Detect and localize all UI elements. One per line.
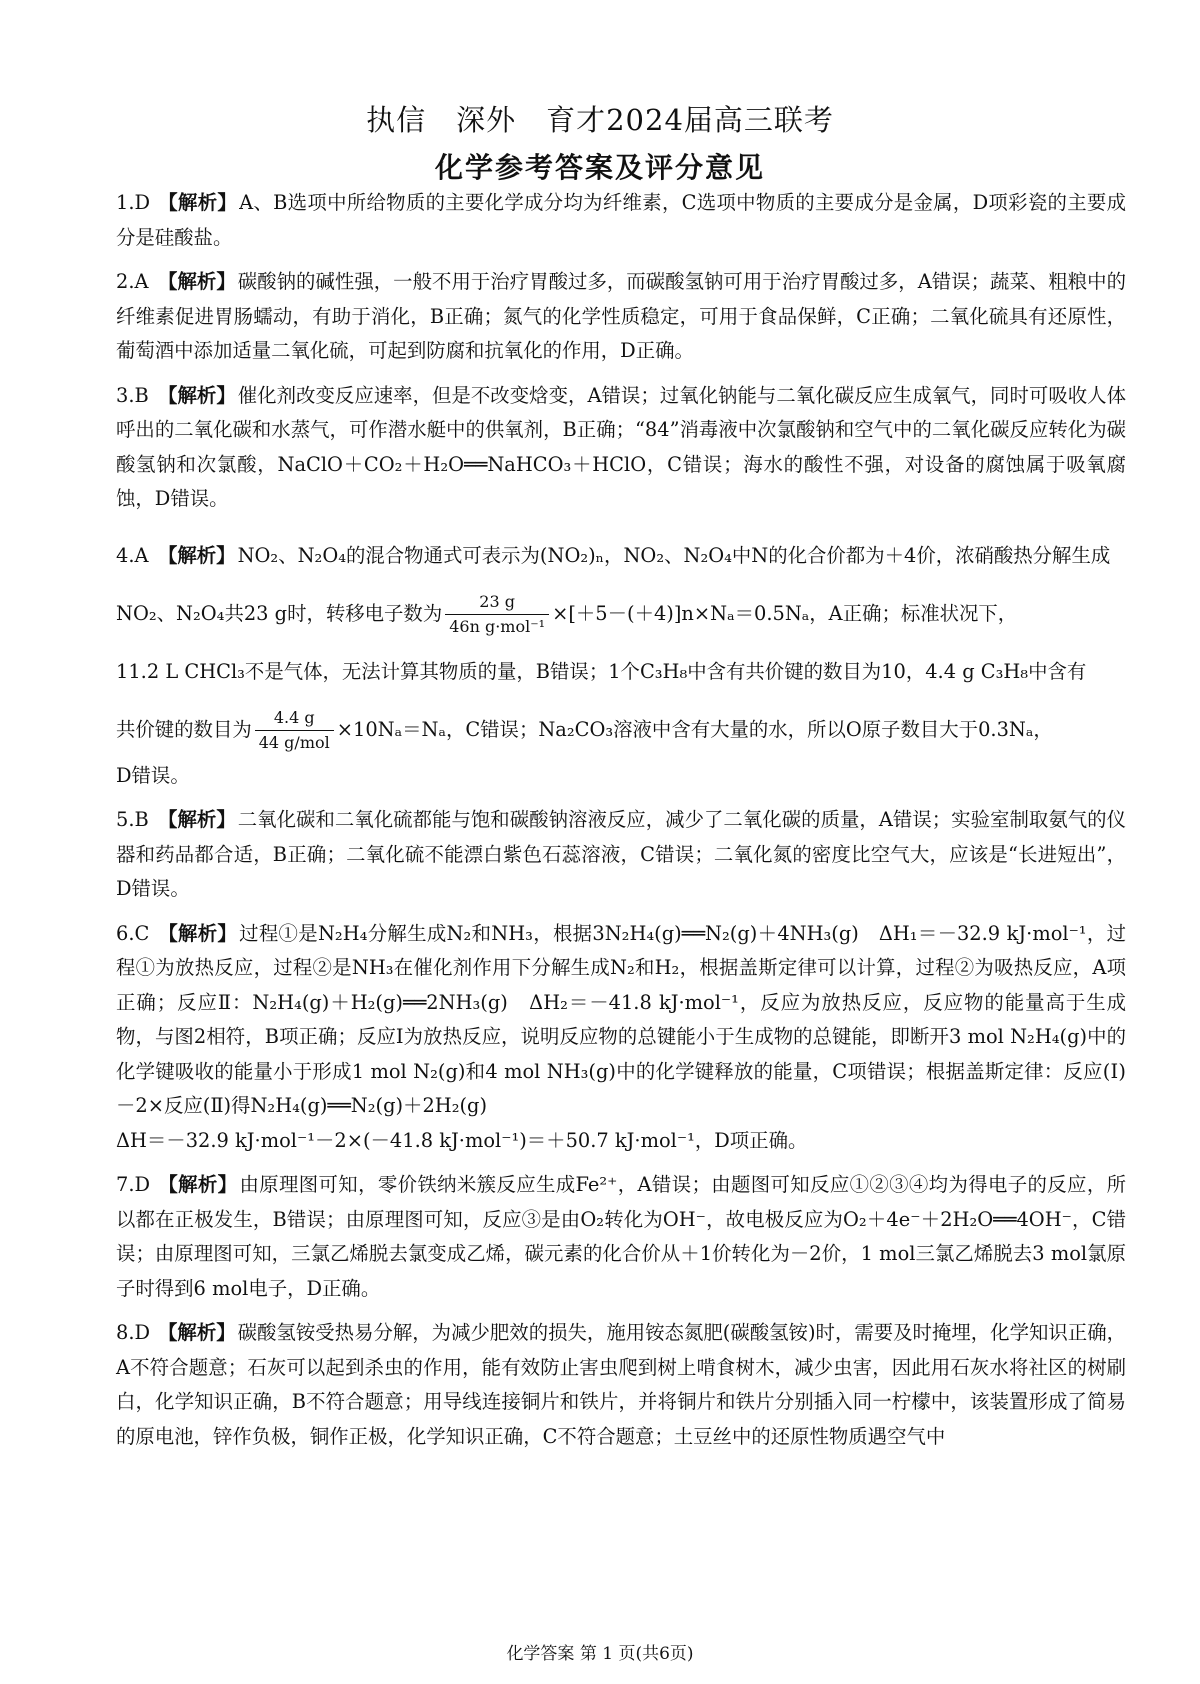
answer-number: 2.A	[116, 270, 149, 293]
answer-item	[116, 917, 1126, 1159]
answer-text: 11.2 L CHCl₃不是气体，无法计算其物质的量，B错误；1个C₃H₈中含有共价键的数目为10，4.4 g C₃H₈中含有	[116, 659, 1087, 683]
answer-item	[116, 1168, 1126, 1306]
analysis-label: 【解析】	[158, 383, 236, 407]
answer-text: D错误。	[116, 763, 190, 787]
answer-number: 7.D	[116, 1173, 151, 1196]
answer-item	[116, 186, 1126, 255]
analysis-label: 【解析】	[158, 921, 238, 945]
answer-text: 共价键的数目为	[116, 717, 252, 741]
answer-text: 碳酸钠的碱性强，一般不用于治疗胃酸过多，而碳酸氢钠可用于治疗胃酸过多，A错误；蔬菜、粗粮中的纤维素促进胃肠蠕动，有助于消化，B正确；氮气的化学性质稳定，可用于食品保鲜，C正确；二氧化硫具有还原性，葡萄酒中添加适量二氧化硫，可起到防腐和抗氧化的作用，D正确。	[116, 270, 1126, 362]
answer-list	[116, 186, 1126, 1464]
answer-text: 二氧化碳和二氧化硫都能与饱和碳酸钠溶液反应，减少了二氧化碳的质量，A错误；实验室制取氨气的仪器和药品都合适，B正确；二氧化硫不能漂白紫色石蕊溶液，C错误；二氧化氮的密度比空气大，应该是“长进短出”，D错误。	[116, 808, 1126, 900]
page-title: 化学参考答案及评分意见	[434, 151, 765, 184]
answer-number: 5.B	[116, 808, 149, 831]
answer-item	[116, 379, 1126, 517]
school-name: 执信	[366, 103, 427, 137]
school-name: 深外	[456, 103, 517, 137]
answer-text: ×[＋5－(＋4)]n×Nₐ＝0.5Nₐ，A正确；标准状况下，	[552, 601, 1018, 625]
answer-number: 6.C	[116, 921, 150, 945]
answer-number: 8.D	[116, 1321, 151, 1344]
answer-text: 催化剂改变反应速率，但是不改变焓变，A错误；过氧化钠能与二氧化碳反应生成氧气，同时可吸收人体呼出的二氧化碳和水蒸气，可作潜水艇中的供氧剂，B正确；“84”消毒液中次氯酸钠和空气中的二氧化碳反应转化为碳酸氢钠和次氯酸，NaClO＋CO₂＋H₂O══NaHCO₃＋HClO，C错误；海水的酸性不强，对设备的腐蚀属于吸氧腐蚀，D错误。	[116, 383, 1126, 510]
school-name: 育才2024届高三联考	[546, 103, 834, 137]
answer-number: 4.A	[116, 543, 149, 567]
fraction	[445, 592, 549, 637]
analysis-label: 【解析】	[158, 543, 236, 567]
answer-item	[116, 527, 1126, 794]
answer-item	[116, 265, 1126, 369]
fraction-numerator: 4.4 g	[255, 708, 334, 731]
page-footer: 化学答案 第 1 页(共6页)	[506, 1644, 694, 1664]
analysis-label: 【解析】	[158, 1321, 236, 1344]
exam-header	[0, 98, 1200, 139]
analysis-label: 【解析】	[158, 1173, 238, 1196]
analysis-label: 【解析】	[158, 191, 238, 214]
answer-text: ΔH＝－32.9 kJ·mol⁻¹－2×(－41.8 kJ·mol⁻¹)＝＋50.7 kJ·mol⁻¹，D项正确。	[116, 1128, 808, 1152]
answer-number: 3.B	[116, 383, 149, 407]
answer-number: 1.D	[116, 191, 151, 214]
answer-text: NO₂、N₂O₄共23 g时，转移电子数为	[116, 601, 443, 625]
answer-text: ×10Nₐ＝Nₐ，C错误；Na₂CO₃溶液中含有大量的水，所以O原子数目大于0.3Nₐ，	[336, 717, 1053, 741]
fraction-numerator: 23 g	[445, 592, 549, 615]
fraction-denominator: 46n g·mol⁻¹	[449, 617, 546, 636]
fraction-denominator: 44 g/mol	[258, 733, 330, 752]
answer-text: NO₂、N₂O₄的混合物通式可表示为(NO₂)ₙ，NO₂、N₂O₄中N的化合价都为＋4价，浓硝酸热分解生成	[237, 543, 1111, 567]
answer-text: 过程①是N₂H₄分解生成N₂和NH₃，根据3N₂H₄(g)══N₂(g)＋4NH₃(g) ΔH₁＝－32.9 kJ·mol⁻¹，过程①为放热反应，过程②是NH₃在催化剂作用下分解生成N₂和H₂，根据盖斯定律可以计算，过程②为吸热反应，A项正确；反应Ⅱ：N₂H₄(g)＋H₂(g)══2NH₃(g) ΔH₂＝－41.8 kJ·mol⁻¹，反应为放热反应，反应物的能量高于生成物，与图2相符，B项正确；反应Ⅰ为放热反应，说明反应物的总键能小于生成物的总键能，即断开3 mol N₂H₄(g)中的化学键吸收的能量小于形成1 mol N₂(g)和4 mol NH₃(g)中的化学键释放的能量，C项错误；根据盖斯定律：反应(Ⅰ)－2×反应(Ⅱ)得N₂H₄(g)══N₂(g)＋2H₂(g)	[116, 921, 1126, 1117]
analysis-label: 【解析】	[158, 270, 236, 293]
answer-text: A、B选项中所给物质的主要化学成分均为纤维素，C选项中物质的主要成分是金属，D项彩瓷的主要成分是硅酸盐。	[116, 191, 1127, 249]
answer-item	[116, 803, 1126, 907]
analysis-label: 【解析】	[158, 808, 236, 831]
answer-text: 由原理图可知，零价铁纳米簇反应生成Fe²⁺，A错误；由题图可知反应①②③④均为得电子的反应，所以都在正极发生，B错误；由原理图可知，反应③是由O₂转化为OH⁻，故电极反应为O₂＋4e⁻＋2H₂O══4OH⁻，C错误；由原理图可知，三氯乙烯脱去氯变成乙烯，碳元素的化合价从＋1价转化为－2价，1 mol三氯乙烯脱去3 mol氯原子时得到6 mol电子，D正确。	[116, 1173, 1126, 1300]
answer-item	[116, 1316, 1126, 1454]
answer-text: 碳酸氢铵受热易分解，为减少肥效的损失，施用铵态氮肥(碳酸氢铵)时，需要及时掩埋，化学知识正确，A不符合题意；石灰可以起到杀虫的作用，能有效防止害虫爬到树上啃食树木，减少虫害，因此用石灰水将社区的树刷白，化学知识正确，B不符合题意；用导线连接铜片和铁片，并将铜片和铁片分别插入同一柠檬中，该装置形成了简易的原电池，锌作负极，铜作正极，化学知识正确，C不符合题意；土豆丝中的还原性物质遇空气中	[116, 1321, 1126, 1448]
fraction	[255, 708, 334, 753]
